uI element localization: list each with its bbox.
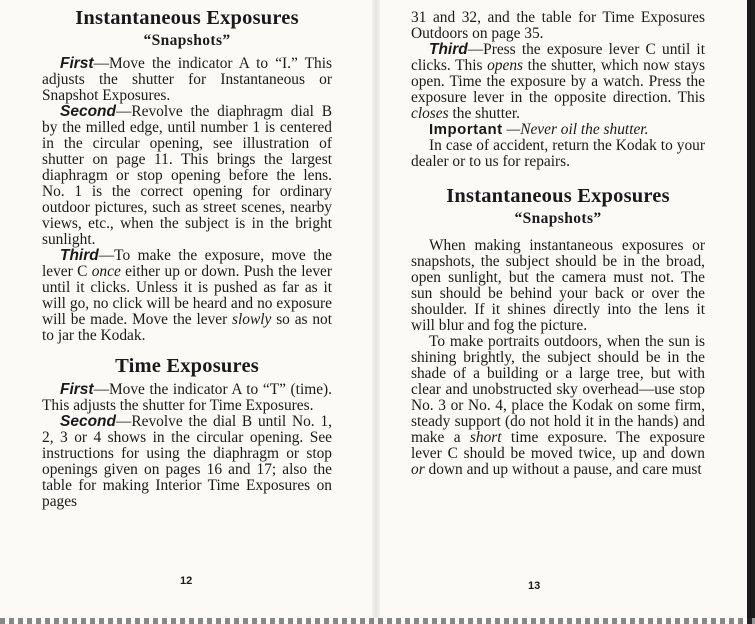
time-third-emphasis-closes: closes (411, 105, 449, 122)
continuation-paragraph: 31 and 32, and the table for Time Exposures Outdoors on page 35. (411, 9, 705, 42)
first-step-text: —Move the indicator A to “I.” This adjusts the shutter for Instantaneous or Snapshot Exposures. (42, 55, 332, 104)
third-step-text-b: either up or down. Push the lever until it clicks. Unless it is pushed as far as it will go, no click will be heard and no exposure will be made. Move the lever (42, 263, 332, 328)
portraits-paragraph (411, 334, 705, 478)
page-number-left: 12 (180, 575, 193, 587)
important-paragraph (411, 122, 705, 138)
time-third-emphasis-opens: opens (487, 57, 524, 74)
second-step-paragraph (42, 104, 332, 248)
third-step-text-c: so as not to jar the Kodak. (42, 311, 333, 344)
accident-paragraph: In case of accident, return the Kodak to your dealer or to us for repairs. (411, 137, 705, 170)
time-first-label: First (60, 381, 94, 398)
snapshots-subheading-2: “Snapshots” (514, 210, 602, 227)
portraits-emphasis-short: short (469, 429, 502, 446)
third-step-paragraph (42, 248, 332, 344)
second-label: Second (60, 103, 116, 120)
time-second-step-paragraph (42, 414, 332, 510)
sunlight-paragraph: When making instantaneous exposures or snapshots, the subject should be in the broad, open sunlight, but the camera must not. The sun should be behind your back or over the shoulder. If it shines directly into the lens it will blur and fog the picture. (411, 237, 705, 334)
right-scan-edge (747, 0, 755, 624)
time-third-text-c: the shutter. (448, 105, 521, 122)
portraits-text-a: To make portraits outdoors, when the sun is shining brightly, the subject should be in the shade of a building or a large tree, but with clear and unobstructed sky overhead—use stop No. 3 or No. 4, place the Kodak on some firm, steady support (do not hold it in the hands) and make a (411, 333, 705, 446)
bottom-scan-edge (0, 618, 755, 624)
time-exposures-heading: Time Exposures (115, 355, 259, 377)
snapshots-subheading: “Snapshots” (143, 32, 231, 49)
time-first-step-paragraph (42, 382, 332, 414)
third-step-emphasis-slowly: slowly (232, 311, 272, 328)
portraits-emphasis-or: or (411, 461, 425, 478)
first-label: First (60, 55, 94, 72)
time-second-label: Second (60, 413, 116, 430)
instantaneous-exposures-heading: Instantaneous Exposures (75, 7, 299, 29)
left-column (42, 6, 332, 510)
third-step-text-a: —To make the exposure, move the lever C (42, 247, 332, 280)
time-first-step-text: —Move the indicator A to “T” (time). This adjusts the shutter for Time Exposures. (42, 381, 332, 414)
third-label: Third (60, 247, 99, 264)
right-column (411, 10, 705, 478)
important-label: Important (429, 121, 503, 138)
time-second-step-text: —Revolve the dial B until No. 1, 2, 3 or 4 shows in the circular opening. See instructions for using the diaphragm or stop openings given on pages 16 and 17; also the table for making Interior Time Exposures on pages (42, 413, 332, 510)
right-page (378, 0, 755, 624)
time-third-text-a: —Press the exposure lever C until it clicks. This (411, 41, 705, 74)
page-number-right: 13 (528, 580, 541, 592)
portraits-text-b: time exposure. The exposure lever C should be moved twice, up and down (411, 429, 706, 462)
time-third-text-b: the shutter, which now stays open. Time the exposure by a watch. Press the exposure lever in the opposite direction. This (411, 57, 705, 106)
first-step-paragraph (42, 56, 332, 104)
portraits-text-c: down and up without a pause, and care must (424, 461, 702, 478)
time-third-label: Third (429, 41, 468, 58)
time-third-step-paragraph (411, 42, 705, 122)
second-step-text: —Revolve the diaphragm dial B by the milled edge, until number 1 is centered in the circular opening, see illustration of shutter on page 11. This brings the largest diaphragm or stop opening before the lens. No. 1 is the correct opening for ordinary outdoor pictures, such as street scenes, nearby views, etc., when the subject is in the bright sunlight. (42, 103, 332, 248)
third-step-emphasis-once: once (91, 263, 121, 280)
important-text: —Never oil the shutter. (502, 121, 649, 138)
instantaneous-exposures-heading-2: Instantaneous Exposures (446, 185, 670, 207)
